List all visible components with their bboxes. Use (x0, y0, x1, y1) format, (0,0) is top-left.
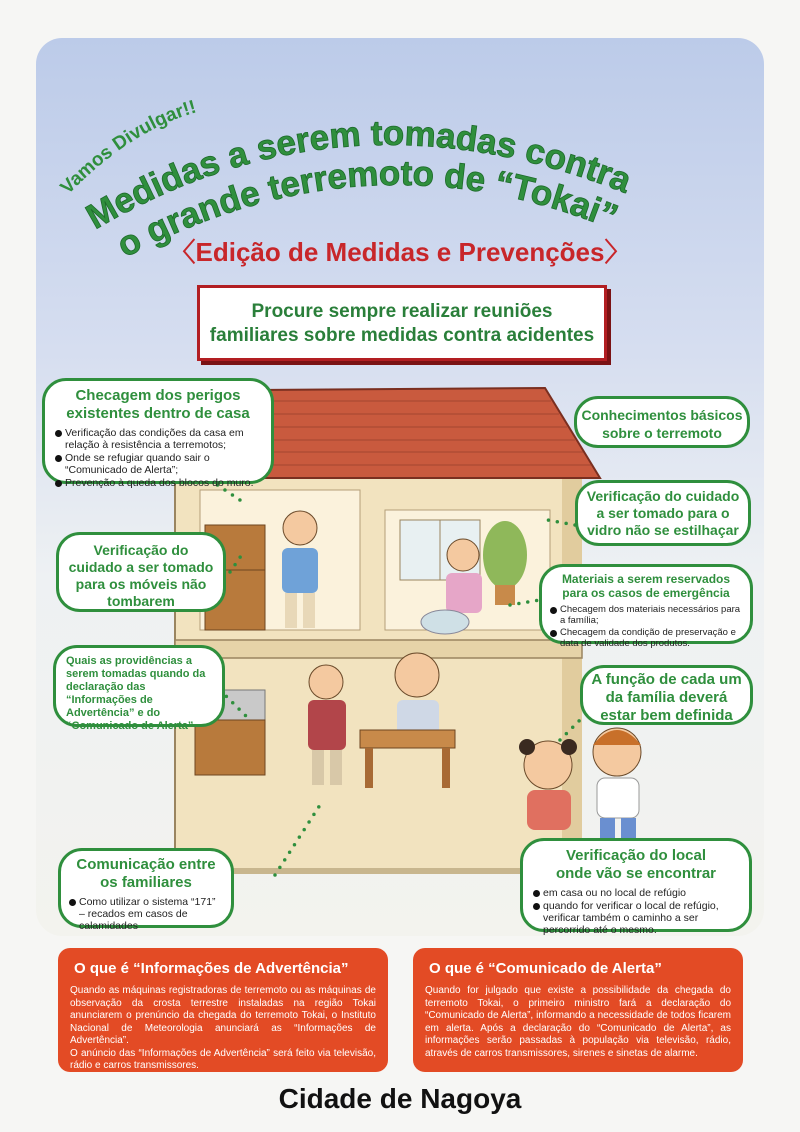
perigos-item-1: Verificação das condições da casa em relação à resistência a terremotos; (55, 427, 261, 451)
perigos-list (55, 427, 261, 489)
materiais-title1: Materiais a serem reservados (561, 572, 731, 586)
info-advertencia (58, 948, 388, 1072)
grandmother-icon (395, 653, 439, 697)
local-title1: Verificação do local (565, 847, 707, 864)
local-title2: onde vão se encontrar (555, 865, 717, 882)
funcao-title2: da família deverá (605, 689, 728, 706)
advertencia-body2: O anúncio das “Informações de Advertência” será feito via televisão, rádio e carros transmissores. (70, 1047, 376, 1071)
floor-divider (175, 640, 582, 658)
bubble-comunicacao (58, 848, 234, 932)
woman-icon (447, 539, 479, 571)
bubble-materiais (539, 564, 753, 649)
grandfather-icon (309, 665, 343, 699)
banner-line2: familiares sobre medidas contra acidentes (209, 325, 595, 346)
local-item-1: em casa ou no local de refúgio (533, 887, 739, 899)
conhecimentos-title1: Conhecimentos básicos (581, 407, 743, 423)
alerta-body1: Quando for julgado que existe a possibilidade da chegada do terremoto Tokai, o primeiro ministro fará a declaração do “Comunicado de Alerta”, informando a necessidade de todos ficarem em alerta. Após a declaração do “Comunicado de Alerta”, as informações serão passadas à população via televisão, rádio, através de carros transmissores, sirenes e sinetas de alarme. (425, 985, 731, 1059)
comunicacao-list (69, 896, 223, 932)
table-icon (360, 730, 455, 748)
title-line1: Medidas a serem tomadas contra (79, 113, 637, 237)
advertencia-heading: O que é “Informações de Advertência” (74, 960, 349, 977)
subtitle: 〈Edição de Medidas e Prevenções〉 (169, 237, 631, 267)
moveis-title: Verificação do cuidado a ser tomado para os móveis não tombarem (68, 542, 214, 609)
bubble-providencias (53, 645, 225, 732)
comunicacao-title2: os familiares (100, 874, 192, 891)
bubble-moveis (56, 532, 226, 612)
man-icon (283, 511, 317, 545)
banner-line1: Procure sempre realizar reuniões (251, 301, 553, 322)
bubble-funcao (580, 665, 753, 725)
materiais-item-1: Checagem dos materiais necessários para a família; (550, 604, 742, 626)
materiais-item-2: Checagem da condição de preservação e data de validade dos produtos. (550, 627, 742, 649)
advertencia-body1: Quando as máquinas registradoras de terremoto ou as máquinas de observação da crosta terrestre instaladas na região Tokai anunciarem o prenúncio da chegada do terremoto Tokai, o Instituto Nacional de Meteorologia anunciará as “Informações de Advertência”. (70, 985, 376, 1046)
providencias-title: Quais as providências a serem tomadas quando da declaração das “Informações de Advertência” e do “Comunicado de Alerta” (66, 655, 206, 732)
bubble-vidro (575, 480, 751, 546)
footer-city: Cidade de Nagoya (278, 1083, 522, 1114)
alerta-heading: O que é “Comunicado de Alerta” (429, 960, 662, 977)
vidro-title2: a ser tomado para o (596, 505, 730, 521)
materiais-list (550, 604, 742, 649)
info-alerta (413, 948, 743, 1072)
perigos-item-3: Prevenção à queda dos blocos do muro. (55, 477, 261, 489)
perigos-title1: Checagem dos perigos (75, 387, 241, 404)
funcao-title1: A função de cada um (591, 671, 742, 688)
comunicacao-item-1: Como utilizar o sistema “171” – recados em casos de calamidades (69, 896, 223, 932)
title-kicker: Vamos Divulgar!! (56, 96, 199, 199)
vidro-title3: vidro não se estilhaçar (587, 522, 739, 538)
funcao-title3: estar bem definida (600, 707, 733, 724)
perigos-title2: existentes dentro de casa (66, 405, 250, 422)
bubble-conhecimentos (574, 396, 750, 448)
local-list (533, 887, 739, 936)
perigos-item-2: Onde se refugiar quando sair o “Comunicado de Alerta”; (55, 452, 261, 476)
plant-icon (483, 521, 527, 589)
bubble-perigos (42, 378, 274, 489)
title-line2: o grande terremoto de “Tokai” (110, 153, 624, 265)
materiais-title2: para os casos de emergência (562, 586, 730, 600)
bubble-local (520, 838, 752, 936)
conhecimentos-title2: sobre o terremoto (602, 425, 722, 441)
local-item-2: quando for verificar o local de refúgio, verificar também o caminho a ser percorrido até o mesmo. (533, 900, 739, 936)
comunicacao-title1: Comunicação entre (76, 856, 216, 873)
vidro-title1: Verificação do cuidado (586, 488, 740, 504)
